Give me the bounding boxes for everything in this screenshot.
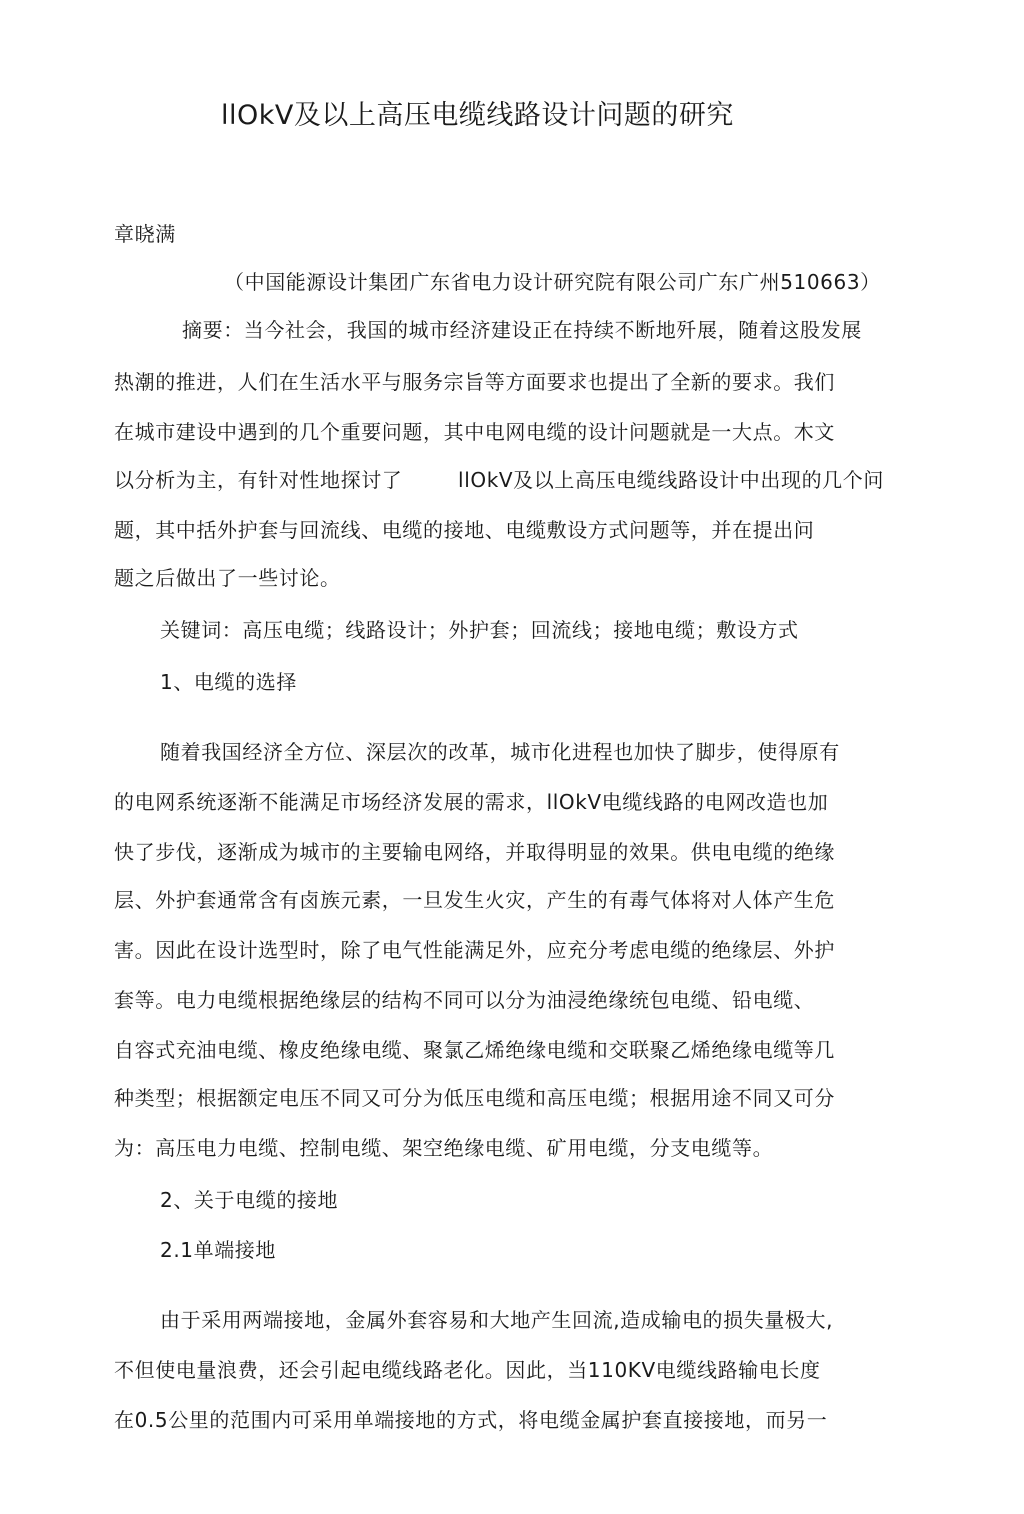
abstract-line: 摘要：当今社会，我国的城市经济建设正在持续不断地歼展，随着这股发展 (182, 318, 862, 342)
paragraph-line: 自容式充油电缆、橡皮绝缘电缆、聚氯乙烯绝缘电缆和交联聚乙烯绝缘电缆等几 (114, 1038, 835, 1062)
paragraph-line: 种类型；根据额定电压不同又可分为低压电缆和高压电缆；根据用途不同又可分 (114, 1086, 835, 1110)
paragraph-line: 快了步伐，逐渐成为城市的主要输电网络，并取得明显的效果。供电电缆的绝缘 (114, 840, 835, 864)
paragraph-line: 害。因此在设计选型时，除了电气性能满足外，应充分考虑电缆的绝缘层、外护 (114, 938, 835, 962)
abstract-line: 热潮的推进，人们在生活水平与服务宗旨等方面要求也提出了全新的要求。我们 (114, 370, 835, 394)
author-name: 章晓满 (114, 222, 176, 246)
paragraph-line: 为：高压电力电缆、控制电缆、架空绝缘电缆、矿用电缆，分支电缆等。 (114, 1136, 774, 1160)
abstract-line: 以分析为主，有针对性地探讨了 llOkV及以上高压电缆线路设计中出现的几个问 (114, 468, 884, 492)
keywords: 关键词：高压电缆；线路设计；外护套；回流线；接地电缆；敷设方式 (160, 618, 799, 642)
paragraph-line: 不但使电量浪费，还会引起电缆线路老化。因此，当110KV电缆线路输电长度 (114, 1358, 821, 1382)
section-heading: 2、关于电缆的接地 (160, 1188, 339, 1212)
abstract-line: 在城市建设中遇到的几个重要问题，其中电网电缆的设计问题就是一大点。木文 (114, 420, 835, 444)
paragraph-line: 的电网系统逐渐不能满足市场经济发展的需求，llOkV电缆线路的电网改造也加 (114, 790, 829, 814)
paragraph-line: 套等。电力电缆根据绝缘层的结构不同可以分为油浸绝缘统包电缆、铅电缆、 (114, 988, 815, 1012)
author-affiliation: （中国能源设计集团广东省电力设计研究院有限公司广东广州510663） (224, 270, 881, 294)
paragraph-line: 在0.5公里的范围内可采用单端接地的方式，将电缆金属护套直接接地，而另一 (114, 1408, 828, 1432)
paragraph-line: 层、外护套通常含有卤族元素，一旦发生火灾，产生的有毒气体将对人体产生危 (114, 888, 835, 912)
subsection-heading: 2.1单端接地 (160, 1238, 277, 1262)
paragraph-line: 随着我国经济全方位、深层次的改革，城市化进程也加快了脚步，使得原有 (160, 740, 840, 764)
section-heading: 1、电缆的选择 (160, 670, 297, 694)
abstract-line: 题之后做出了一些讨论。 (114, 566, 341, 590)
document-title: llOkV及以上高压电缆线路设计问题的研究 (221, 100, 734, 131)
abstract-line: 题，其中括外护套与回流线、电缆的接地、电缆敷设方式问题等，并在提出问 (114, 518, 815, 542)
paragraph-line: 由于采用两端接地，金属外套容易和大地产生回流,造成输电的损失量极大, (160, 1308, 834, 1332)
